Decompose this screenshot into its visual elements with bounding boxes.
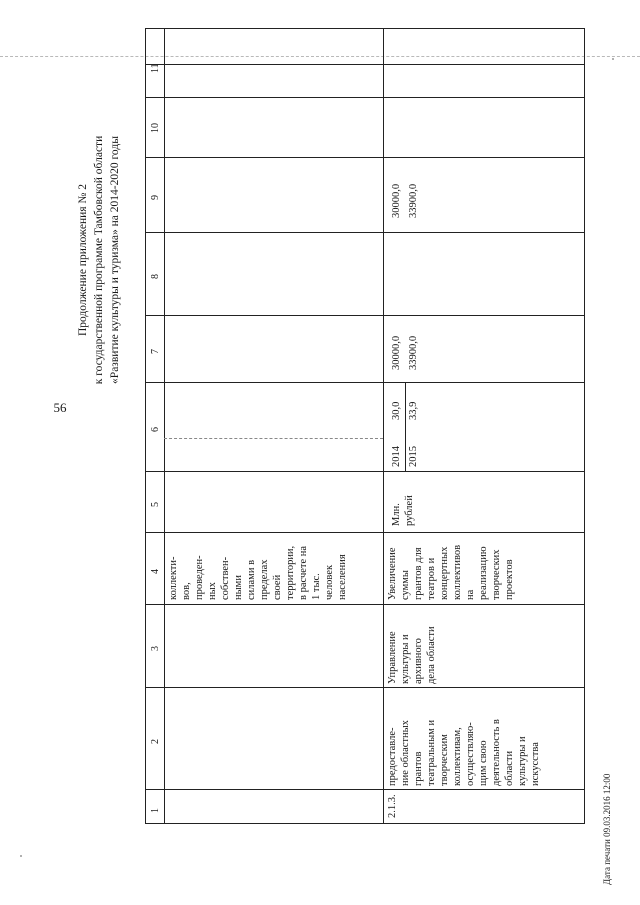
divider-col2	[145, 687, 585, 688]
description-line: творческим	[439, 734, 450, 786]
description-line: предоставле-	[387, 727, 398, 786]
divider-col5	[145, 471, 585, 472]
prev-row-col4-line: в расчете на	[298, 545, 309, 600]
prev-row-col4-line: территории,	[285, 545, 296, 600]
divider-col3	[145, 604, 585, 605]
description-line: коллективам,	[452, 727, 463, 786]
scan-speck	[612, 58, 614, 60]
indicator-line: реализацию	[478, 546, 489, 600]
col-header-8: 8	[150, 274, 161, 279]
col-header-11: 11	[150, 63, 161, 73]
divider-col7	[145, 315, 585, 316]
prev-row-col4-line: человек	[324, 564, 335, 600]
prev-row-col4-line: своей	[272, 574, 283, 600]
divider-col8	[145, 232, 585, 233]
year-subdivider	[164, 438, 383, 439]
description-line: грантов	[413, 751, 424, 786]
prev-row-col4-line: собствен-	[220, 556, 231, 600]
divider-col6	[145, 382, 585, 383]
col9-value-2014: 30000,0	[391, 183, 402, 218]
prev-row-col4-line: ными	[233, 575, 244, 600]
print-date: Дата печати 09.03.2016 12:00	[602, 773, 612, 885]
col-header-10: 10	[150, 123, 161, 133]
divider-col1	[145, 789, 585, 790]
header-line-1: Продолжение приложения № 2	[77, 183, 89, 337]
prev-row-col4-line: вов,	[181, 582, 192, 600]
col7-value-2014: 30000,0	[391, 335, 402, 370]
prev-row-col4-line: пределах	[259, 559, 270, 600]
indicator-line: проектов	[504, 559, 515, 600]
prev-row-col4-line: коллекти-	[168, 556, 179, 600]
prev-row-col4-line: 1 тыс.	[311, 573, 322, 600]
prev-row-col4-line: силами в	[246, 559, 257, 600]
page-number: 56	[53, 400, 67, 415]
responsible-line: дела области	[426, 626, 437, 684]
header-row-divider	[145, 64, 585, 65]
col-header-5: 5	[150, 502, 161, 507]
description-line: деятельность в	[491, 719, 502, 786]
responsible-line: Управление	[387, 631, 398, 684]
indicator-line: грантов для	[413, 547, 424, 600]
indicator-line: творческих	[491, 549, 502, 600]
divider-col10	[145, 97, 585, 98]
col-header-4: 4	[150, 569, 161, 574]
prev-row-col4-line: проведен-	[194, 555, 205, 600]
description-line: театральным и	[426, 719, 437, 786]
description-line: искусства	[530, 742, 541, 786]
header-line-2: к государственной программе Тамбовской области	[93, 135, 105, 385]
col7-value-2015: 33900,0	[408, 335, 419, 370]
description-line: щим свою	[478, 740, 489, 786]
prev-row-col4-line: ных	[207, 582, 218, 600]
description-line: ние областных	[400, 720, 411, 786]
col-header-7: 7	[150, 349, 161, 354]
col-header-9: 9	[150, 195, 161, 200]
col6-value-2015: 33,9	[408, 401, 419, 420]
indicator-line: Увеличение	[387, 547, 398, 600]
unit-line: рублей	[404, 495, 415, 526]
description-line: культуры и	[517, 736, 528, 786]
year-2015: 2015	[408, 446, 419, 467]
col-header-1: 1	[150, 808, 161, 813]
row-divider	[383, 28, 384, 824]
indicator-line: театров и	[426, 557, 437, 600]
description-line: осуществляю-	[465, 722, 476, 786]
col6-value-2014: 30,0	[391, 401, 402, 420]
year-2014: 2014	[391, 446, 402, 467]
unit-line: Млн.	[391, 503, 402, 526]
col9-value-2015: 33900,0	[408, 183, 419, 218]
indicator-line: концертных	[439, 546, 450, 600]
divider-col4	[145, 532, 585, 533]
col-header-3: 3	[150, 646, 161, 651]
indicator-line: на	[465, 589, 476, 600]
responsible-line: архивного	[413, 638, 424, 684]
header-line-3: «Развитие культуры и туризма» на 2014-2020 годы	[109, 136, 121, 384]
responsible-line: культуры и	[400, 634, 411, 684]
prev-row-col4-line: населения	[337, 554, 348, 600]
divider-col9	[145, 157, 585, 158]
indicator-line: суммы	[400, 570, 411, 600]
year-divider	[405, 382, 406, 471]
row-number: 2.1.3.	[387, 794, 398, 818]
header-column-divider	[164, 28, 165, 824]
indicator-line: коллективов	[452, 544, 463, 600]
description-line: области	[504, 750, 515, 786]
scan-speck	[20, 855, 22, 857]
col-header-2: 2	[150, 739, 161, 744]
col-header-6: 6	[150, 427, 161, 432]
